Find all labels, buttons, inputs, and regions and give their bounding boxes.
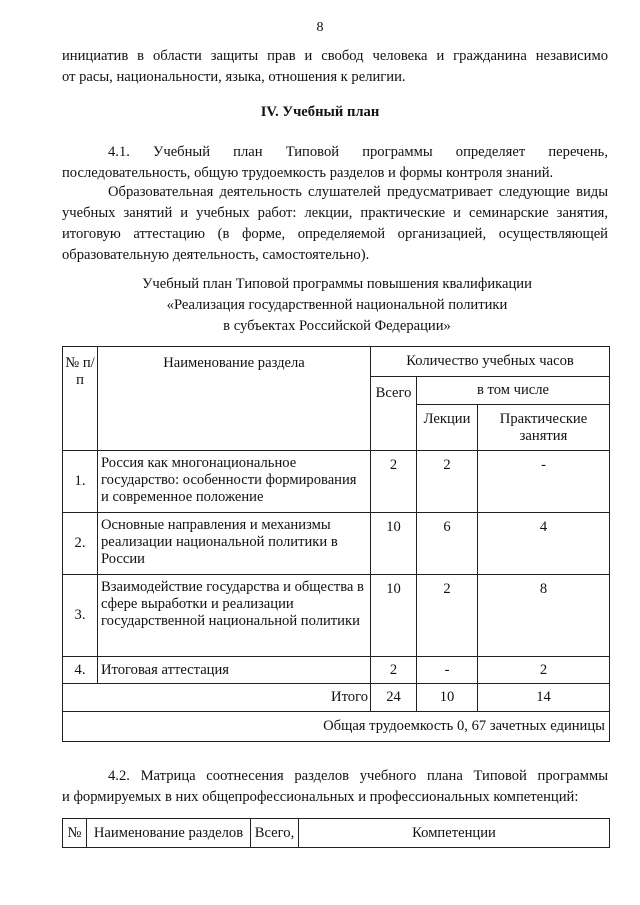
matrix-header-total: Всего, xyxy=(251,819,299,848)
totals-practical: 14 xyxy=(478,684,610,712)
row-section-name: Основные направления и механизмы реализации национальной политики в России xyxy=(98,513,371,575)
intro-line-2: от расы, национальности, языка, отношения к религии. xyxy=(62,69,406,85)
para-4-1-line-2: последовательность, общую трудоемкость разделов и формы контроля знаний. xyxy=(62,165,554,181)
totals-label: Итого xyxy=(63,684,371,712)
table-row xyxy=(63,451,610,513)
intro-paragraph xyxy=(62,46,608,88)
page-number: 8 xyxy=(316,20,324,35)
row-section-name: Взаимодействие государства и общества в сфере выработки и реализации государственной национальной политики xyxy=(98,575,371,657)
table-row xyxy=(63,513,610,575)
competency-matrix-table xyxy=(62,818,610,848)
row-lectures: 2 xyxy=(417,451,478,513)
row-practical: - xyxy=(478,451,610,513)
row-practical: 4 xyxy=(478,513,610,575)
row-section-name: Россия как многонациональное государство: особенности формирования и современное положение xyxy=(98,451,371,513)
totals-total: 24 xyxy=(371,684,417,712)
row-total: 10 xyxy=(371,513,417,575)
row-practical: 2 xyxy=(478,657,610,684)
header-practical: Практические занятия xyxy=(478,405,610,451)
matrix-header-name: Наименование разделов xyxy=(87,819,251,848)
paragraph-activity xyxy=(62,182,608,266)
curriculum-table xyxy=(62,346,610,742)
totals-lectures: 10 xyxy=(417,684,478,712)
row-total: 2 xyxy=(371,657,417,684)
matrix-header-competencies: Компетенции xyxy=(299,819,610,848)
header-row xyxy=(63,347,610,377)
paragraph-4-1 xyxy=(62,142,608,184)
header-num: № п/п xyxy=(63,347,98,451)
table-caption-line-2: «Реализация государственной национальной политики xyxy=(166,297,508,313)
row-total: 2 xyxy=(371,451,417,513)
table-row xyxy=(63,657,610,684)
para-activity-line-4: образовательную деятельность, самостоятельно). xyxy=(62,247,370,263)
row-section-name: Итоговая аттестация xyxy=(98,657,371,684)
row-practical: 8 xyxy=(478,575,610,657)
totals-row xyxy=(63,684,610,712)
table-caption-line-3: в субъектах Российской Федерации» xyxy=(223,318,451,334)
header-lectures: Лекции xyxy=(417,405,478,451)
matrix-header-row xyxy=(63,819,610,848)
intro-line-1: инициатив в области защиты прав и свобод человека и гражданина независимо xyxy=(62,48,608,64)
row-num: 2. xyxy=(63,513,98,575)
header-section-name: Наименование раздела xyxy=(98,347,371,451)
section-heading: IV. Учебный план xyxy=(260,104,380,120)
total-workload: Общая трудоемкость 0, 67 зачетных единицы xyxy=(63,712,610,742)
header-hours: Количество учебных часов xyxy=(371,347,610,377)
row-lectures: 6 xyxy=(417,513,478,575)
row-num: 4. xyxy=(63,657,98,684)
para-activity-line-1: Образовательная деятельность слушателей предусматривает следующие виды xyxy=(108,184,608,200)
paragraph-4-2 xyxy=(62,766,608,808)
footer-row xyxy=(63,712,610,742)
para-4-2-line-1: 4.2. Матрица соотнесения разделов учебного плана Типовой программы xyxy=(108,768,608,784)
matrix-header-num: № xyxy=(63,819,87,848)
row-lectures: 2 xyxy=(417,575,478,657)
para-activity-line-3: итоговую аттестацию (в форме, определяемой организацией, осуществляющей xyxy=(62,226,608,242)
para-activity-line-2: учебных занятий и учебных работ: лекции, практические и семинарские занятия, xyxy=(62,205,608,221)
row-num: 1. xyxy=(63,451,98,513)
row-lectures: - xyxy=(417,657,478,684)
header-total: Всего xyxy=(371,377,417,451)
row-num: 3. xyxy=(63,575,98,657)
para-4-1-line-1: 4.1. Учебный план Типовой программы определяет перечень, xyxy=(108,144,608,160)
row-total: 10 xyxy=(371,575,417,657)
table-caption-line-1: Учебный план Типовой программы повышения квалификации xyxy=(142,276,532,292)
table-row xyxy=(63,575,610,657)
table-caption xyxy=(0,274,640,337)
header-including: в том числе xyxy=(417,377,610,405)
para-4-2-line-2: и формируемых в них общепрофессиональных и профессиональных компетенций: xyxy=(62,789,579,805)
